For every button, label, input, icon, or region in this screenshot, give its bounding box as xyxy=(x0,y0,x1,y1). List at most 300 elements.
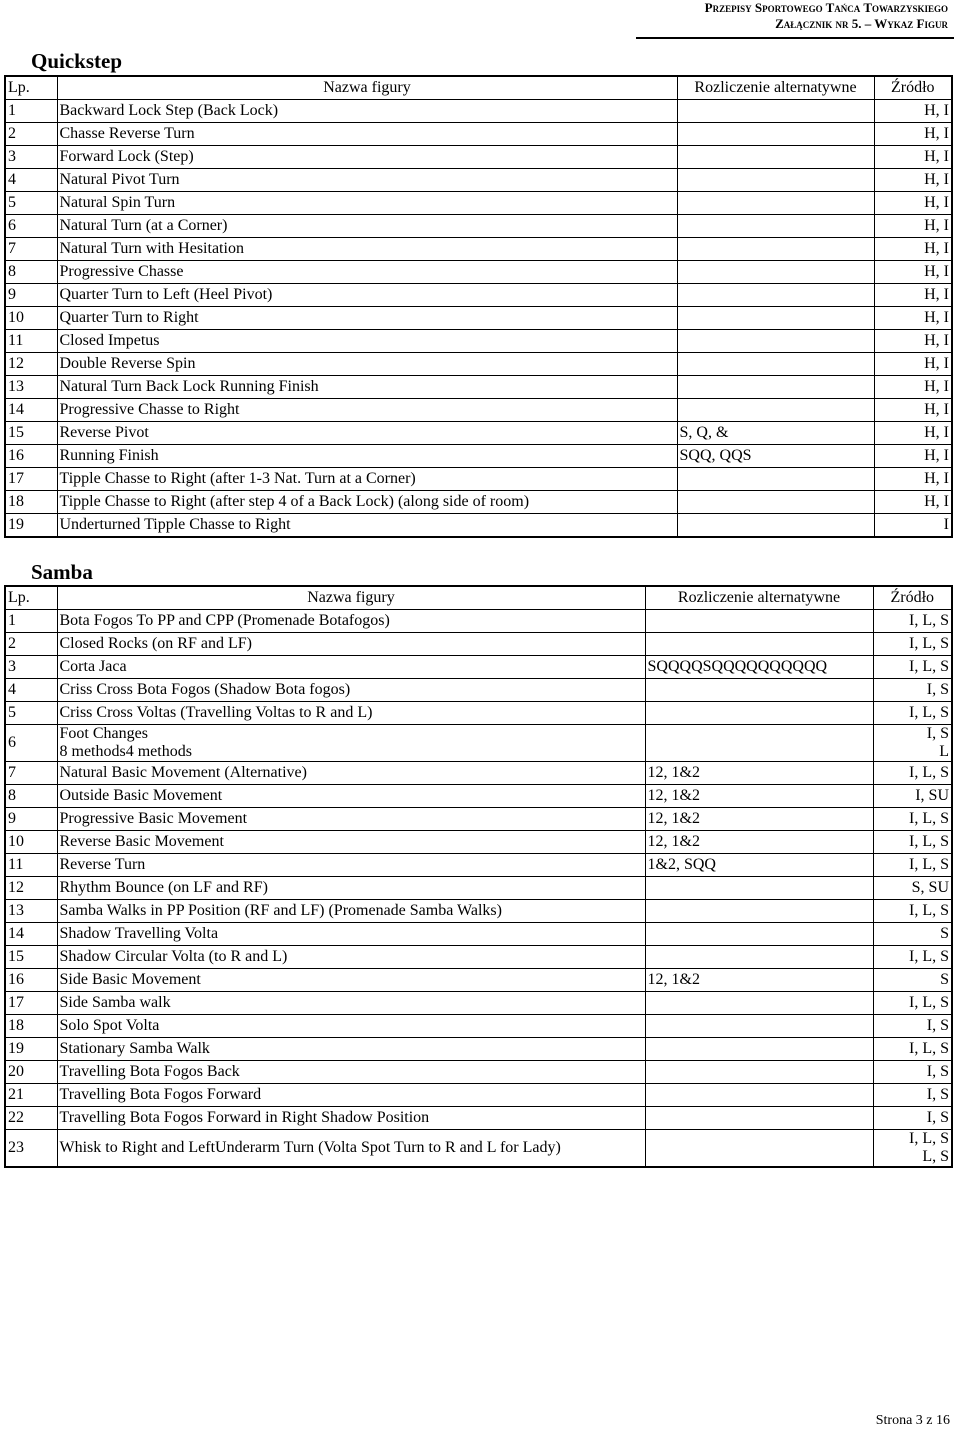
row-number-text: 5 xyxy=(8,704,16,721)
figure-name xyxy=(57,169,677,192)
table-row xyxy=(5,422,952,445)
source xyxy=(873,1015,952,1038)
figure-name xyxy=(57,307,677,330)
source xyxy=(874,330,952,353)
row-number xyxy=(5,399,57,422)
row-number xyxy=(5,376,57,399)
row-number-text: 18 xyxy=(8,493,24,510)
page-number: Strona 3 z 16 xyxy=(875,1413,950,1428)
source xyxy=(873,785,952,808)
figure-name xyxy=(57,656,645,679)
col-header-lp: Lp. xyxy=(5,76,57,100)
alternative-count xyxy=(677,146,874,169)
section-title-quickstep: Quickstep xyxy=(31,49,123,73)
row-number-text: 13 xyxy=(8,378,24,395)
row-number xyxy=(5,785,57,808)
figure-name-text: Rhythm Bounce (on LF and RF) xyxy=(59,879,268,896)
col-header-source: Źródło xyxy=(873,586,952,610)
figure-name-text: Travelling Bota Fogos Forward xyxy=(59,1086,262,1103)
source-text: H, I xyxy=(924,217,949,234)
col-header-lp: Lp. xyxy=(5,586,57,610)
alternative-count-text: SQQ, QQS xyxy=(679,447,752,464)
figure-name xyxy=(57,445,677,468)
alternative-count xyxy=(677,353,874,376)
table-row xyxy=(5,123,952,146)
row-number-text: 11 xyxy=(8,856,24,873)
figure-name xyxy=(57,284,677,307)
figure-name-text: Corta Jaca xyxy=(59,658,127,675)
row-number-text: 2 xyxy=(8,635,16,652)
figure-name-text: Shadow Travelling Volta xyxy=(59,925,219,942)
source xyxy=(874,353,952,376)
figure-name-text: Reverse Basic Movement xyxy=(59,833,224,850)
row-number xyxy=(5,900,57,923)
figure-name xyxy=(57,123,677,146)
table-row xyxy=(5,215,952,238)
figure-name-text: Criss Cross Bota Fogos (Shadow Bota fogos) xyxy=(59,681,351,698)
row-number xyxy=(5,1038,57,1061)
header-subtitle: Załącznik nr 5. – Wykaz Figur xyxy=(775,16,948,31)
row-number-text: 20 xyxy=(8,1063,24,1080)
figure-name xyxy=(57,376,677,399)
figure-name xyxy=(57,702,645,725)
source xyxy=(874,238,952,261)
figure-name-text: Closed Rocks (on RF and LF) xyxy=(59,635,252,652)
table-row xyxy=(5,1107,952,1130)
source-text: S xyxy=(940,925,949,942)
table-row xyxy=(5,656,952,679)
source-text: I, L, S xyxy=(909,612,949,629)
figure-name xyxy=(57,679,645,702)
alternative-count xyxy=(645,1038,873,1061)
figure-name xyxy=(57,831,645,854)
source xyxy=(873,877,952,900)
source-text: H, I xyxy=(924,125,949,142)
figure-name-text: Foot Changes xyxy=(59,725,148,742)
figure-name xyxy=(57,1038,645,1061)
table-row xyxy=(5,100,952,123)
alternative-count xyxy=(645,1061,873,1084)
header-title: Przepisy Sportowego Tańca Towarzyskiego xyxy=(704,0,948,15)
source-text: I, L, S xyxy=(909,658,949,675)
table-row xyxy=(5,146,952,169)
col-header-source: Źródło xyxy=(874,76,952,100)
table-row xyxy=(5,633,952,656)
figure-name-text: Natural Turn Back Lock Running Finish xyxy=(59,378,319,395)
figure-name-text: Chasse Reverse Turn xyxy=(59,125,195,142)
figure-name-text: Outside Basic Movement xyxy=(59,787,223,804)
alternative-count xyxy=(645,1130,873,1168)
alternative-count xyxy=(645,762,873,785)
table-row xyxy=(5,610,952,633)
figure-name-text: Backward Lock Step (Back Lock) xyxy=(59,102,279,119)
table-row xyxy=(5,702,952,725)
source xyxy=(874,146,952,169)
figure-name xyxy=(57,1130,645,1168)
source-text: H, I xyxy=(924,470,949,487)
table-row xyxy=(5,1130,952,1168)
row-number xyxy=(5,169,57,192)
source xyxy=(874,491,952,514)
quickstep-table xyxy=(4,75,953,538)
row-number xyxy=(5,877,57,900)
alternative-count xyxy=(677,422,874,445)
row-number-text: 1 xyxy=(8,612,16,629)
alternative-count xyxy=(677,238,874,261)
row-number-text: 14 xyxy=(8,925,24,942)
source-text: H, I xyxy=(924,309,949,326)
source xyxy=(873,1130,952,1168)
row-number-text: 8 xyxy=(8,263,16,280)
figure-name xyxy=(57,725,645,762)
figure-name xyxy=(57,261,677,284)
table-row xyxy=(5,491,952,514)
row-number-text: 9 xyxy=(8,286,16,303)
table-row xyxy=(5,946,952,969)
source xyxy=(873,923,952,946)
figure-name-text: Side Samba walk xyxy=(59,994,171,1011)
row-number xyxy=(5,656,57,679)
figure-name-text: Tipple Chasse to Right (after step 4 of a Back Lock) (along side of room) xyxy=(59,493,530,510)
alternative-count-text: 12, 1&2 xyxy=(647,787,700,804)
figure-name-text: Natural Turn with Hesitation xyxy=(59,240,244,257)
source xyxy=(873,610,952,633)
row-number-text: 2 xyxy=(8,125,16,142)
source xyxy=(873,702,952,725)
source xyxy=(873,992,952,1015)
row-number-text: 6 xyxy=(8,217,16,234)
source-text: H, I xyxy=(924,378,949,395)
row-number xyxy=(5,215,57,238)
row-number xyxy=(5,422,57,445)
source-text: H, I xyxy=(924,493,949,510)
source-text: I, L, S xyxy=(909,635,949,652)
figure-name xyxy=(57,468,677,491)
row-number-text: 3 xyxy=(8,658,16,675)
figure-name-text: Quarter Turn to Right xyxy=(59,309,199,326)
row-number-text: 19 xyxy=(8,516,24,533)
figure-name xyxy=(57,422,677,445)
row-number xyxy=(5,146,57,169)
figure-name xyxy=(57,969,645,992)
row-number-text: 10 xyxy=(8,833,24,850)
row-number xyxy=(5,854,57,877)
row-number-text: 17 xyxy=(8,470,24,487)
source xyxy=(874,422,952,445)
table-row xyxy=(5,1038,952,1061)
row-number xyxy=(5,100,57,123)
alternative-count-text: S, Q, & xyxy=(679,424,729,441)
alternative-count-text: 1&2, SQQ xyxy=(647,856,716,873)
row-number xyxy=(5,330,57,353)
page-header xyxy=(705,0,948,32)
figure-name-text: Stationary Samba Walk xyxy=(59,1040,210,1057)
row-number xyxy=(5,353,57,376)
alternative-count xyxy=(645,679,873,702)
figure-name-text: Progressive Basic Movement xyxy=(59,810,248,827)
source-text: I, L, S xyxy=(909,833,949,850)
figure-name xyxy=(57,192,677,215)
figure-name-text: Closed Impetus xyxy=(59,332,160,349)
figure-name xyxy=(57,399,677,422)
figure-name-text: Whisk to Right and LeftUnderarm Turn (Volta Spot Turn to R and L for Lady) xyxy=(59,1139,561,1156)
alternative-count xyxy=(677,123,874,146)
table-row xyxy=(5,969,952,992)
row-number xyxy=(5,307,57,330)
table-row xyxy=(5,192,952,215)
row-number xyxy=(5,284,57,307)
col-header-count: Rozliczenie alternatywne xyxy=(645,586,873,610)
source xyxy=(873,1038,952,1061)
figure-name-text: Reverse Turn xyxy=(59,856,146,873)
source xyxy=(873,762,952,785)
figure-name xyxy=(57,215,677,238)
alternative-count xyxy=(677,169,874,192)
row-number xyxy=(5,808,57,831)
figure-name xyxy=(57,238,677,261)
header-divider xyxy=(636,37,954,39)
source xyxy=(873,854,952,877)
table-row xyxy=(5,900,952,923)
figure-name-text: Shadow Circular Volta (to R and L) xyxy=(59,948,288,965)
row-number-text: 18 xyxy=(8,1017,24,1034)
alternative-count-text: 12, 1&2 xyxy=(647,833,700,850)
row-number-text: 4 xyxy=(8,171,16,188)
table-row xyxy=(5,679,952,702)
row-number xyxy=(5,992,57,1015)
row-number xyxy=(5,762,57,785)
row-number xyxy=(5,238,57,261)
source-text: I, L, S xyxy=(909,704,949,721)
table-row xyxy=(5,1084,952,1107)
source-text: I, S xyxy=(926,1109,949,1126)
table-row xyxy=(5,762,952,785)
row-number xyxy=(5,192,57,215)
row-number xyxy=(5,702,57,725)
alternative-count-text: 12, 1&2 xyxy=(647,971,700,988)
row-number-text: 1 xyxy=(8,102,16,119)
source xyxy=(874,100,952,123)
table-row xyxy=(5,877,952,900)
figure-name xyxy=(57,330,677,353)
row-number xyxy=(5,445,57,468)
alternative-count xyxy=(645,877,873,900)
figure-name xyxy=(57,762,645,785)
source xyxy=(874,261,952,284)
row-number-text: 23 xyxy=(8,1139,24,1156)
source-text: H, I xyxy=(924,424,949,441)
row-number-text: 14 xyxy=(8,401,24,418)
alternative-count xyxy=(645,854,873,877)
table-row xyxy=(5,725,952,762)
figure-name-text: Natural Turn (at a Corner) xyxy=(59,217,228,234)
figure-name-text: Running Finish xyxy=(59,447,159,464)
row-number xyxy=(5,261,57,284)
section-title-samba: Samba xyxy=(31,560,93,584)
alternative-count xyxy=(645,831,873,854)
source-text-line2: L xyxy=(939,743,949,760)
figure-name-text: Progressive Chasse xyxy=(59,263,184,280)
figure-name xyxy=(57,923,645,946)
source xyxy=(873,946,952,969)
row-number-text: 7 xyxy=(8,240,16,257)
source xyxy=(873,656,952,679)
row-number-text: 9 xyxy=(8,810,16,827)
alternative-count xyxy=(677,261,874,284)
alternative-count xyxy=(677,307,874,330)
table-row xyxy=(5,238,952,261)
source xyxy=(873,633,952,656)
row-number xyxy=(5,610,57,633)
figure-name xyxy=(57,353,677,376)
figure-name xyxy=(57,1084,645,1107)
col-header-count: Rozliczenie alternatywne xyxy=(677,76,874,100)
row-number-text: 12 xyxy=(8,355,24,372)
source xyxy=(874,399,952,422)
table-row xyxy=(5,169,952,192)
alternative-count xyxy=(677,445,874,468)
alternative-count xyxy=(645,610,873,633)
source xyxy=(874,307,952,330)
alternative-count xyxy=(645,808,873,831)
row-number xyxy=(5,725,57,762)
row-number-text: 6 xyxy=(8,734,16,751)
source-text: I, S xyxy=(926,725,949,742)
figure-name-text: Side Basic Movement xyxy=(59,971,201,988)
source xyxy=(873,808,952,831)
source xyxy=(873,725,952,762)
row-number xyxy=(5,468,57,491)
row-number xyxy=(5,1130,57,1168)
col-header-name: Nazwa figury xyxy=(57,76,677,100)
figure-name xyxy=(57,514,677,538)
figure-name xyxy=(57,900,645,923)
source-text-line2: L, S xyxy=(922,1148,949,1165)
figure-name-text: Travelling Bota Fogos Back xyxy=(59,1063,240,1080)
figure-name-text: Natural Pivot Turn xyxy=(59,171,180,188)
table-row xyxy=(5,353,952,376)
alternative-count xyxy=(645,923,873,946)
figure-name xyxy=(57,1015,645,1038)
source xyxy=(874,192,952,215)
source-text: I, S xyxy=(926,1063,949,1080)
figure-name xyxy=(57,146,677,169)
alternative-count xyxy=(645,1107,873,1130)
figure-name xyxy=(57,491,677,514)
figure-name-text: Double Reverse Spin xyxy=(59,355,196,372)
source xyxy=(874,514,952,538)
figure-name-text: Reverse Pivot xyxy=(59,424,149,441)
alternative-count-text: SQQQQSQQQQQQQQQQ xyxy=(647,658,828,675)
row-number-text: 17 xyxy=(8,994,24,1011)
alternative-count xyxy=(645,725,873,762)
alternative-count xyxy=(645,656,873,679)
source-text: H, I xyxy=(924,263,949,280)
source-text: H, I xyxy=(924,102,949,119)
alternative-count xyxy=(677,192,874,215)
alternative-count xyxy=(677,399,874,422)
figure-name-text: Travelling Bota Fogos Forward in Right Shadow Position xyxy=(59,1109,430,1126)
source-text: S, SU xyxy=(911,879,949,896)
source-text: H, I xyxy=(924,194,949,211)
table-row xyxy=(5,1061,952,1084)
row-number-text: 15 xyxy=(8,424,24,441)
source-text: H, I xyxy=(924,240,949,257)
alternative-count xyxy=(645,1015,873,1038)
figure-name-text: Samba Walks in PP Position (RF and LF) (Promenade Samba Walks) xyxy=(59,902,502,919)
source-text: H, I xyxy=(924,286,949,303)
source xyxy=(873,1107,952,1130)
table-row xyxy=(5,854,952,877)
row-number xyxy=(5,679,57,702)
alternative-count xyxy=(645,946,873,969)
alternative-count xyxy=(645,633,873,656)
row-number xyxy=(5,491,57,514)
table-row xyxy=(5,514,952,538)
source xyxy=(874,215,952,238)
row-number xyxy=(5,969,57,992)
figure-name xyxy=(57,808,645,831)
alternative-count xyxy=(645,900,873,923)
source xyxy=(873,1084,952,1107)
source xyxy=(873,831,952,854)
source-text: H, I xyxy=(924,447,949,464)
source xyxy=(874,284,952,307)
row-number xyxy=(5,923,57,946)
figure-name xyxy=(57,100,677,123)
alternative-count xyxy=(645,969,873,992)
figure-name-text: Forward Lock (Step) xyxy=(59,148,194,165)
alternative-count xyxy=(645,1084,873,1107)
source xyxy=(873,969,952,992)
figure-name-text: Criss Cross Voltas (Travelling Voltas to R and L) xyxy=(59,704,373,721)
source-text: S xyxy=(940,971,949,988)
alternative-count xyxy=(677,468,874,491)
alternative-count xyxy=(677,284,874,307)
row-number-text: 16 xyxy=(8,447,24,464)
table-row xyxy=(5,261,952,284)
table-row xyxy=(5,468,952,491)
row-number-text: 5 xyxy=(8,194,16,211)
figure-name-text: Underturned Tipple Chasse to Right xyxy=(59,516,291,533)
source-text: H, I xyxy=(924,332,949,349)
source-text: I, L, S xyxy=(909,1040,949,1057)
source-text: I, SU xyxy=(915,787,949,804)
row-number xyxy=(5,1107,57,1130)
table-row xyxy=(5,399,952,422)
table-row xyxy=(5,284,952,307)
figure-name xyxy=(57,992,645,1015)
alternative-count xyxy=(677,514,874,538)
row-number xyxy=(5,1061,57,1084)
figure-name xyxy=(57,785,645,808)
source-text: I, L, S xyxy=(909,948,949,965)
source-text: H, I xyxy=(924,171,949,188)
source-text: I xyxy=(943,516,949,533)
row-number xyxy=(5,1015,57,1038)
row-number xyxy=(5,1084,57,1107)
source xyxy=(873,900,952,923)
alternative-count xyxy=(677,100,874,123)
source xyxy=(874,169,952,192)
source xyxy=(873,1061,952,1084)
figure-name xyxy=(57,877,645,900)
alternative-count xyxy=(645,785,873,808)
figure-name-text: Solo Spot Volta xyxy=(59,1017,160,1034)
row-number xyxy=(5,514,57,538)
source xyxy=(874,445,952,468)
table-row xyxy=(5,307,952,330)
